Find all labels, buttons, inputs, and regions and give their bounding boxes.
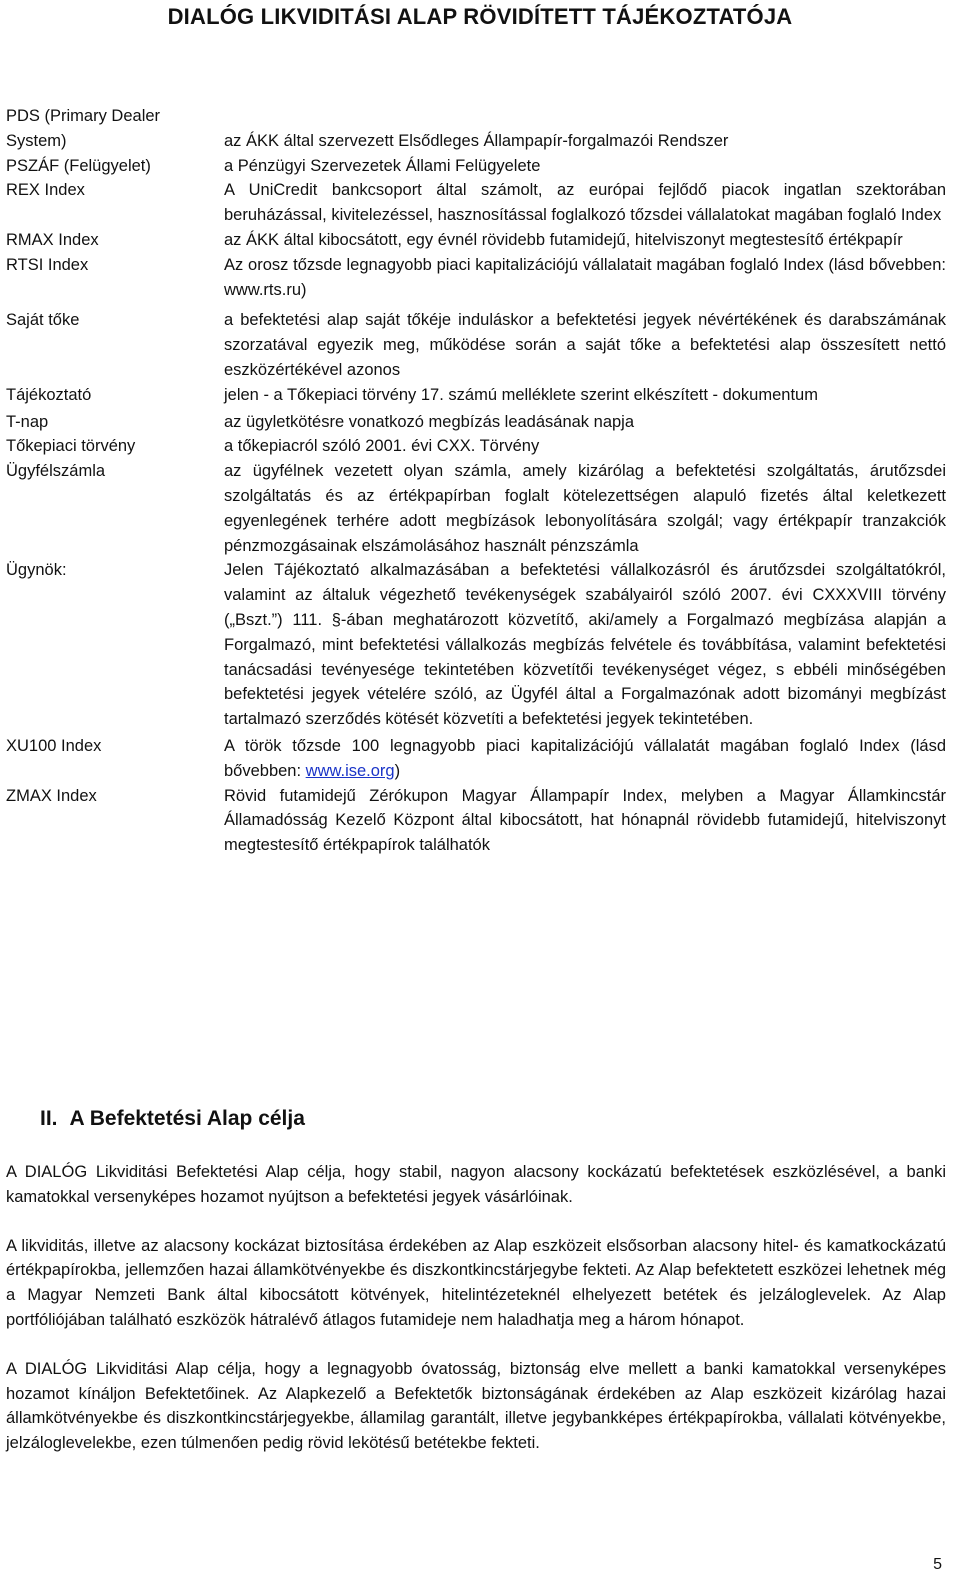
definitions-list: [6, 104, 946, 858]
section-heading: [40, 1107, 305, 1131]
page-title: DIALÓG LIKVIDITÁSI ALAP RÖVIDÍTETT TÁJÉKOZTATÓJA: [167, 4, 793, 29]
section-body: [6, 1160, 946, 1480]
definition-term: PSZÁF (Felügyelet): [6, 156, 151, 175]
definition-desc: az ÁKK által kibocsátott, egy évnél rövidebb futamidejű, hitelviszonyt megtestesítő értékpapír: [224, 230, 903, 249]
definition-row: [6, 308, 946, 382]
definition-row: [6, 734, 946, 784]
definition-row: [6, 154, 946, 179]
definition-row: [6, 434, 946, 459]
definition-term: Ügynök:: [6, 561, 67, 580]
paragraph: A likviditás, illetve az alacsony kockázat biztosítása érdekében az Alap eszközeit elsősorban alacsony hitel- és kamatkockázatú értékpapírokba, jellemzően hazai államkötvényekbe és diszkontkincstárjegybe fekteti. Az Alap befektetett eszközei lehetnek még a Magyar Nemzeti Bank által kibocsátott kötvények, hitelintézeteknél elhelyezett betétek és jelzáloglevelek. Az Alap portfóliójában található eszközök hátralévő átlagos futamideje nem haladhatja meg a három hónapot.: [6, 1236, 946, 1329]
definition-desc: az ÁKK által szervezett Elsődleges Állampapír-forgalmazói Rendszer: [224, 131, 729, 150]
definition-row: [6, 410, 946, 435]
ise-link[interactable]: www.ise.org: [305, 761, 395, 780]
section-number: II.: [40, 1107, 58, 1130]
definition-desc-text: ): [394, 761, 401, 780]
definition-row: [6, 383, 946, 408]
definition-desc: jelen - a Tőkepiaci törvény 17. számú melléklete szerint elkészített - dokumentum: [224, 385, 818, 404]
definition-term: ZMAX Index: [6, 786, 97, 805]
definition-desc: az ügyletkötésre vonatkozó megbízás leadásának napja: [224, 412, 635, 431]
definition-desc: [224, 734, 946, 784]
paragraph: A DIALÓG Likviditási Befektetési Alap célja, hogy stabil, nagyon alacsony kockázatú befektetések eszközlésével, a banki kamatokkal versenyképes hozamot nyújtson a befektetési jegyek vásárlóinak.: [6, 1163, 946, 1206]
definition-desc: az ügyfélnek vezetett olyan számla, amely kizárólag a befektetési szolgáltatás, árutőzsdei szolgáltatás és az értékpapírban foglalt kötelezettségen alapuló fizetés által keletkezett egyenlegének terhére adott megbízások lebonyolítására szolgál; vagy értékpapír tranzakciók pénzmozgásainak elszámolásához használt pénzszámla: [224, 462, 946, 555]
definition-desc: A UniCredit bankcsoport által számolt, az európai fejlődő piacok ingatlan szektorában beruházással, kivitelezéssel, hasznosítással foglalkozó tőzsdei vállalatokat magában foglaló Index: [224, 181, 946, 225]
paragraph: A DIALÓG Likviditási Alap célja, hogy a legnagyobb óvatosság, biztonság elve mellett a banki kamatokkal versenyképes hozamot kínáljon Befektetőinek. Az Alapkezelő a Befektetők biztonságának érdekében az Alap eszközeit kizárólag hazai államkötvényekbe és diszkontkincstárjegyekbe, államilag garantált, illetve jegybankképes értékpapírokba, vállalati kötvényekbe, jelzáloglevelekbe, ezen túlmenően pedig rövid lekötésű betétekbe fekteti.: [6, 1359, 946, 1453]
definition-row: [6, 459, 946, 558]
definition-row: [6, 253, 946, 303]
definition-row: [6, 784, 946, 858]
definition-term: REX Index: [6, 181, 85, 200]
definition-term: Saját tőke: [6, 311, 80, 330]
definition-desc: Az orosz tőzsde legnagyobb piaci kapitalizációjú vállalatait magában foglaló Index (lásd bővebben: www.rts.ru): [224, 255, 946, 299]
definition-row: [6, 178, 946, 228]
section-title: A Befektetési Alap célja: [69, 1107, 305, 1130]
definition-desc: Rövid futamidejű Zérókupon Magyar Állampapír Index, melyben a Magyar Államkincstár Államadósság Kezelő Központ által kibocsátott, hat hónapnál rövidebb futamidejű, hitelviszonyt megtestesítő értékpapírok találhatók: [224, 786, 946, 855]
definition-term: XU100 Index: [6, 736, 102, 755]
definition-term: Tájékoztató: [6, 385, 92, 404]
definition-term: PDS (Primary Dealer System): [6, 107, 161, 150]
definition-desc-text: A török tőzsde 100 legnagyobb piaci kapitalizációjú vállalatát magában foglaló Index (lásd bővebben:: [224, 736, 946, 780]
page-number: 5: [933, 1556, 942, 1573]
definition-term: RMAX Index: [6, 230, 99, 249]
definition-term: Tőkepiaci törvény: [6, 437, 136, 456]
definition-term: Ügyfélszámla: [6, 462, 106, 481]
definition-desc: a tőkepiacról szóló 2001. évi CXX. Törvény: [224, 437, 540, 456]
definition-row: [6, 104, 946, 154]
definition-row: [6, 228, 946, 253]
definition-row: [6, 558, 946, 732]
definition-desc: a befektetési alap saját tőkéje induláskor a befektetési jegyek névértékének és darabszámának szorzatával egyezik meg, működése során a saját tőke a befektetési alap összesített nettó eszközértékével azonos: [224, 311, 946, 379]
definition-desc: Jelen Tájékoztató alkalmazásában a befektetési vállalkozásról és árutőzsdei szolgáltatókról, valamint az általuk végezhető tevékenységek szabályairól szóló 2007. évi CXXXVIII törvény („Bszt.”) 111. §-ában meghatározott közvetítő, aki/amely a Forgalmazó megbízása alapján a Forgalmazó, mint befektetési vállalkozás megbízás felvétele és továbbítása, valamint befektetési tanácsadási tevényesége tekintetében közvetítői tevékenységet végez, s ebbéli minőségében befektetési jegyek vételére szóló, az Ügyfél által a Forgalmazónak adott bizományi megbízást tartalmazó szerződés kötését közvetíti a befektetési jegyek tekintetében.: [224, 561, 946, 729]
definition-term: T-nap: [6, 412, 49, 431]
definition-desc: a Pénzügyi Szervezetek Állami Felügyelete: [224, 156, 541, 175]
definition-term: RTSI Index: [6, 255, 89, 274]
